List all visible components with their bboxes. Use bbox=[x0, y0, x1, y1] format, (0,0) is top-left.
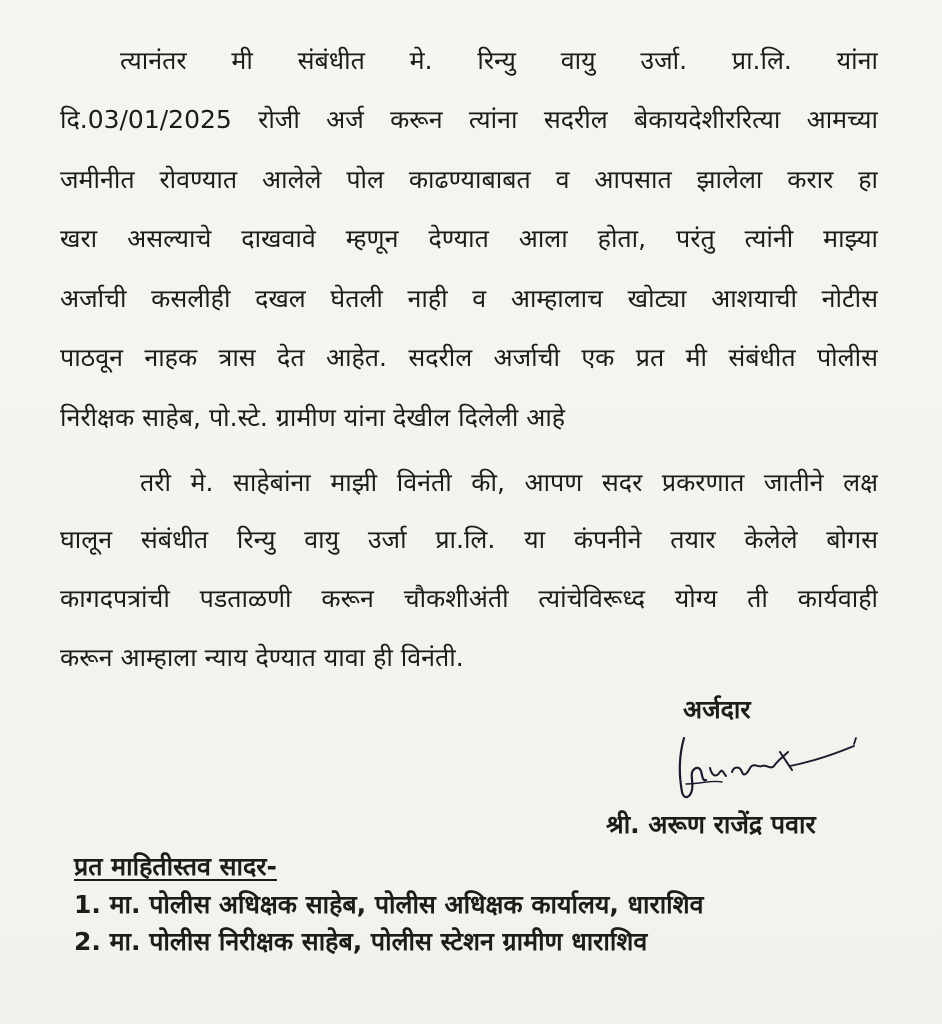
copies-heading: प्रत माहितीस्तव सादर- bbox=[74, 852, 277, 881]
paragraph1-line-6: पाठवून नाहक त्रास देत आहेत. सदरील अर्जाची एक प्रत मी संबंधीत पोलीस bbox=[60, 343, 878, 372]
applicant-label: अर्जदार bbox=[683, 695, 751, 724]
paragraph1-line-3: जमीनीत रोवण्यात आलेले पोल काढण्याबाबत व आपसात झालेला करार हा bbox=[60, 165, 878, 194]
paragraph2-line-1: तरी मे. साहेबांना माझी विनंती की, आपण सदर प्रकरणात जातीने लक्ष bbox=[140, 468, 878, 497]
paragraph2-line-4: करून आम्हाला न्याय देण्यात यावा ही विनंती. bbox=[60, 643, 464, 672]
paragraph1-line-7: निरीक्षक साहेब, पो.स्टे. ग्रामीण यांना देखील दिलेली आहे bbox=[60, 403, 566, 432]
paragraph2-line-3: कागदपत्रांची पडताळणी करून चौकशीअंती त्यांचेविरूध्द योग्य ती कार्यवाही bbox=[60, 584, 878, 613]
paragraph1-line-2: दि.03/01/2025 रोजी अर्ज करून त्यांना सदरील बेकायदेशीररित्या आमच्या bbox=[60, 105, 878, 134]
copy-item-2: 2. मा. पोलीस निरीक्षक साहेब, पोलीस स्टेशन ग्रामीण धाराशिव bbox=[74, 927, 648, 956]
copy-item-1: 1. मा. पोलीस अधिक्षक साहेब, पोलीस अधिक्षक कार्यालय, धाराशिव bbox=[74, 890, 704, 919]
paragraph1-line-4: खरा असल्याचे दाखवावे म्हणून देण्यात आला होता, परंतु त्यांनी माझ्या bbox=[60, 224, 878, 253]
applicant-name: श्री. अरूण राजेंद्र पवार bbox=[606, 810, 816, 839]
handwritten-signature bbox=[670, 722, 860, 806]
paragraph1-line-1: त्यानंतर मी संबंधीत मे. रिन्यु वायु उर्जा. प्रा.लि. यांना bbox=[120, 46, 878, 75]
paragraph2-line-2: घालून संबंधीत रिन्यु वायु उर्जा प्रा.लि. या कंपनीने तयार केलेले बोगस bbox=[60, 525, 878, 554]
paragraph1-line-5: अर्जाची कसलीही दखल घेतली नाही व आम्हालाच खोट्या आशयाची नोटीस bbox=[60, 284, 878, 313]
